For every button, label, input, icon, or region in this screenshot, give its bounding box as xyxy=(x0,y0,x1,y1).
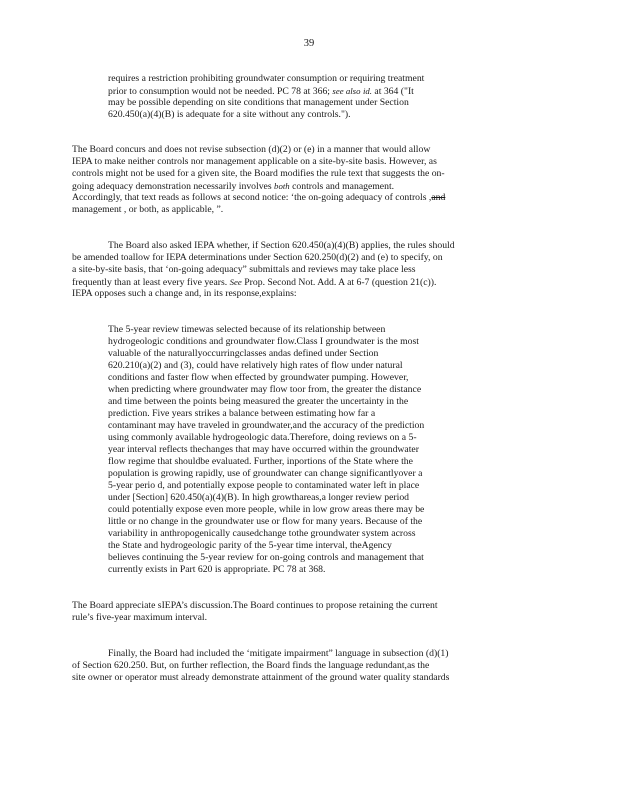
text-line: conditions and faster flow when effected by groundwater pumping. However, xyxy=(108,372,409,383)
text-line: prior to consumption would not be needed. PC 78 at 366; see also id. at 364 ("It xyxy=(108,86,414,97)
text-line: hydrogeologic conditions and groundwater flow.Class I groundwater is the most xyxy=(108,336,419,347)
text-line: contaminant may have traveled in groundwater,and the accuracy of the prediction xyxy=(108,420,425,431)
text-line: 620.450(a)(4)(B) is adequate for a site without any controls."). xyxy=(108,109,351,120)
text-line: The 5-year review timewas selected because of its relationship between xyxy=(108,324,386,335)
text-line: population is growing rapidly, use of groundwater can change significantlyover a xyxy=(108,468,423,479)
text-line: could potentially expose even more people, while in low grow areas there may be xyxy=(108,504,425,515)
text-line: The Board concurs and does not revise subsection (d)(2) or (e) in a manner that would allow xyxy=(72,144,431,155)
text-line: year interval reflects thechanges that may have occurred within the groundwater xyxy=(108,444,419,455)
text-line: may be possible depending on site conditions that management under Section xyxy=(108,97,409,108)
text-line: a site-by-site basis, that ‘on-going adequacy” submittals and reviews may take place less xyxy=(72,264,416,275)
text-line: little or no change in the groundwater use or flow for many years. Because of the xyxy=(108,516,423,527)
text-line: The Board appreciate sIEPA’s discussion.The Board continues to propose retaining the current xyxy=(72,600,438,611)
text-line: variability in anthropogenically causedchange tothe groundwater system across xyxy=(108,528,416,539)
text-line: controls might not be used for a given site, the Board modifies the rule text that suggests the on- xyxy=(72,168,445,179)
text-line: the State and hydrogeologic parity of the 5-year time interval, theAgency xyxy=(108,540,392,551)
text-line: believes continuing the 5-year review for on-going controls and management that xyxy=(108,552,424,563)
text-line: flow regime that shouldbe evaluated. Further, inportions of the State where the xyxy=(108,456,413,467)
text-line: currently exists in Part 620 is appropriate. PC 78 at 368. xyxy=(108,564,326,575)
text-line: site owner or operator must already demonstrate attainment of the ground water quality standards xyxy=(72,672,450,683)
text-line: IEPA opposes such a change and, in its response,explains: xyxy=(72,288,297,299)
text-line: requires a restriction prohibiting groundwater consumption or requiring treatment xyxy=(108,73,425,84)
text-line: of Section 620.250. But, on further reflection, the Board finds the language redundant,as the xyxy=(72,660,430,671)
text-line: Finally, the Board had included the ‘mitigate impairment” language in subsection (d)(1) xyxy=(108,648,449,659)
text-line: under [Section] 620.450(a)(4)(B). In high growthareas,a longer review period xyxy=(108,492,410,503)
text-line: The Board also asked IEPA whether, if Section 620.450(a)(4)(B) applies, the rules should xyxy=(108,240,455,251)
text-line: going adequacy demonstration necessarily involves both controls and management. xyxy=(72,181,395,192)
text-line: frequently than at least every five years. See Prop. Second Not. Add. A at 6-7 (question 21(c)). xyxy=(72,277,437,288)
page-number: 39 xyxy=(303,38,315,49)
text-line: 620.210(a)(2) and (3), could have relatively high rates of flow under natural xyxy=(108,360,403,371)
text-line: 5-year perio d, and potentially expose people to contaminated water left in place xyxy=(108,480,420,491)
text-line: rule’s five-year maximum interval. xyxy=(72,612,208,623)
text-line: be amended toallow for IEPA determinations under Section 620.250(d)(2) and (e) to specify, on xyxy=(72,252,443,263)
text-line: when predicting where groundwater may flow toor from, the greater the distance xyxy=(108,384,422,395)
text-line: valuable of the naturallyoccurringclasses andas defined under Section xyxy=(108,348,379,359)
text-line: Accordingly, that text reads as follows at second notice: ‘the on-going adequacy of controls ,and xyxy=(72,192,446,203)
text-line: and time between the points being measured the greater the uncertainty in the xyxy=(108,396,409,407)
text-line: using commonly available hydrogeologic data.Therefore, doing reviews on a 5- xyxy=(108,432,417,443)
text-line: management , or both, as applicable, ”. xyxy=(72,204,224,215)
text-line: IEPA to make neither controls nor management applicable on a site-by-site basis. However, as xyxy=(72,156,437,167)
text-line: prediction. Five years strikes a balance between estimating how far a xyxy=(108,408,376,419)
